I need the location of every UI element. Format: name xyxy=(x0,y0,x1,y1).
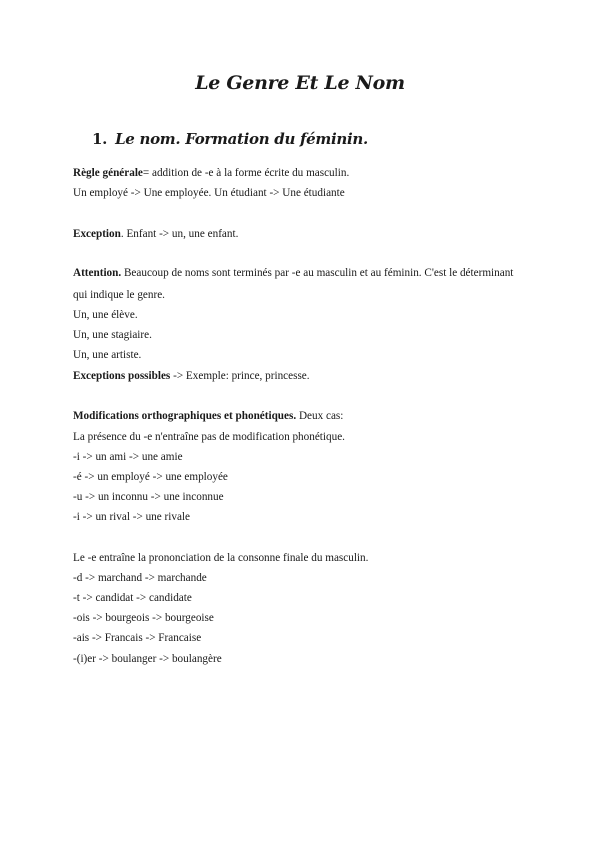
cas2-intro: Le -e entraîne la prononciation de la consonne finale du masculin. xyxy=(73,552,369,564)
section-number: 1. xyxy=(92,130,108,148)
attention-example: Un, une artiste. xyxy=(73,349,142,361)
regle-text: = addition de -e à la forme écrite du masculin. xyxy=(142,167,350,179)
attention-example: Un, une élève. xyxy=(73,309,138,321)
modifications-line xyxy=(73,409,343,423)
attention-label: Attention. xyxy=(73,267,122,279)
cas2-item: -ois -> bourgeois -> bourgeoise xyxy=(73,612,214,624)
regle-line xyxy=(73,166,349,180)
attention-line-2: qui indique le genre. xyxy=(73,289,165,301)
attention-example: Un, une stagiaire. xyxy=(73,329,152,341)
cas2-item: -(i)er -> boulanger -> boulangère xyxy=(73,653,222,665)
exceptions-possibles-text: -> Exemple: prince, princesse. xyxy=(170,370,310,382)
modifications-label: Modifications orthographiques et phonétiques. xyxy=(73,410,297,422)
cas1-intro: La présence du -e n'entraîne pas de modification phonétique. xyxy=(73,431,345,443)
cas1-item: -u -> un inconnu -> une inconnue xyxy=(73,491,224,503)
exceptions-possibles-line xyxy=(73,369,310,383)
cas1-item: -i -> un rival -> une rivale xyxy=(73,511,190,523)
attention-text: Beaucoup de noms sont terminés par -e au masculin et au féminin. C'est le déterminant xyxy=(121,267,514,279)
cas2-item: -d -> marchand -> marchande xyxy=(73,572,207,584)
section-heading xyxy=(92,130,368,148)
cas1-item: -é -> un employé -> une employée xyxy=(73,471,228,483)
cas2-item: -t -> candidat -> candidate xyxy=(73,592,192,604)
exceptions-possibles-label: Exceptions possibles xyxy=(73,370,171,382)
exception-label: Exception xyxy=(73,228,121,240)
attention-line xyxy=(73,266,513,280)
cas1-item: -i -> un ami -> une amie xyxy=(73,451,183,463)
example-line: Un employé -> Une employée. Un étudiant -> Une étudiante xyxy=(73,187,345,199)
modifications-text: Deux cas: xyxy=(296,410,344,422)
section-title: Le nom. Formation du féminin. xyxy=(115,130,368,148)
exception-line xyxy=(73,227,238,241)
exception-text: . Enfant -> un, une enfant. xyxy=(120,228,239,240)
regle-label: Règle générale xyxy=(73,167,143,179)
document-title: Le Genre Et Le Nom xyxy=(195,72,405,94)
cas2-item: -ais -> Francais -> Francaise xyxy=(73,632,202,644)
